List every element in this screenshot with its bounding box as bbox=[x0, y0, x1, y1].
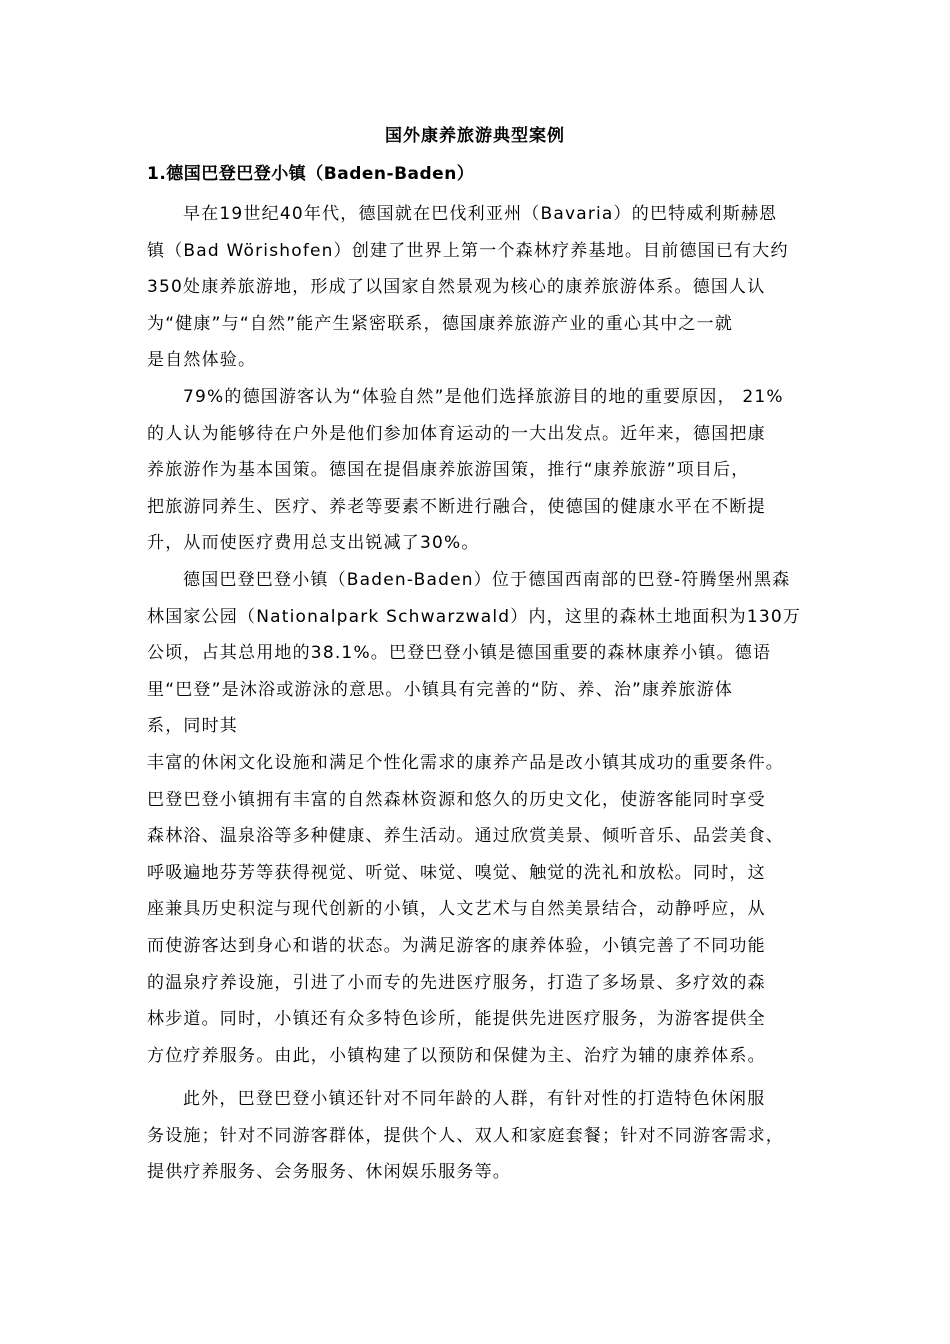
paragraph-line: 而使游客达到身心和谐的状态。为满足游客的康养体验，小镇完善了不同功能 bbox=[147, 935, 766, 956]
paragraph-2 bbox=[147, 379, 817, 562]
paragraph-line: 公顷，占其总用地的38.1%。巴登巴登小镇是德国重要的森林康养小镇。德语 bbox=[147, 643, 772, 664]
paragraph-4 bbox=[147, 1081, 817, 1191]
paragraph-line: 丰富的休闲文化设施和满足个性化需求的康养产品是改小镇其成功的重要条件。 bbox=[147, 752, 784, 773]
paragraph-line: 德国巴登巴登小镇（Baden-Baden）位于德国西南部的巴登-符腾堡州黑森 bbox=[183, 570, 791, 590]
paragraph-line: 森林浴、温泉浴等多种健康、养生活动。通过欣赏美景、倾听音乐、品尝美食、 bbox=[147, 826, 784, 847]
paragraph-line: 座兼具历史积淀与现代创新的小镇，人文艺术与自然美景结合，动静呼应，从 bbox=[147, 899, 766, 920]
paragraph-line: 方位疗养服务。由此，小镇构建了以预防和保健为主、治疗为辅的康养体系。 bbox=[147, 1045, 766, 1066]
paragraph-1 bbox=[147, 196, 817, 379]
paragraph-line: 为“健康”与“自然”能产生紧密联系，德国康养旅游产业的重心其中之一就 bbox=[147, 313, 734, 334]
paragraph-line: 的人认为能够待在户外是他们参加体育运动的一大出发点。近年来，德国把康 bbox=[147, 423, 766, 444]
paragraph-line: 79%的德国游客认为“体验自然”是他们选择旅游目的地的重要原因， 21% bbox=[183, 387, 784, 407]
paragraph-line: 是自然体验。 bbox=[147, 350, 257, 371]
paragraph-line: 350处康养旅游地，形成了以国家自然景观为核心的康养旅游体系。德国人认 bbox=[147, 277, 766, 298]
paragraph-line: 务设施；针对不同游客群体，提供个人、双人和家庭套餐；针对不同游客需求， bbox=[147, 1125, 784, 1146]
paragraph-line: 升，从而使医疗费用总支出锐减了30%。 bbox=[147, 533, 480, 554]
paragraph-line: 的温泉疗养设施，引进了小而专的先进医疗服务，打造了多场景、多疗效的森 bbox=[147, 972, 766, 993]
paragraph-line: 提供疗养服务、会务服务、休闲娱乐服务等。 bbox=[147, 1162, 511, 1183]
paragraph-line: 养旅游作为基本国策。德国在提倡康养旅游国策，推行“康养旅游”项目后， bbox=[147, 460, 750, 481]
paragraph-line: 系，同时其 bbox=[147, 716, 238, 737]
paragraph-line: 呼吸遍地芬芳等获得视觉、听觉、味觉、嗅觉、触觉的洗礼和放松。同时，这 bbox=[147, 862, 766, 883]
paragraph-line: 此外，巴登巴登小镇还针对不同年龄的人群，有针对性的打造特色休闲服 bbox=[183, 1089, 766, 1109]
paragraph-line: 镇（Bad Wörishofen）创建了世界上第一个森林疗养基地。目前德国已有大约 bbox=[147, 240, 789, 261]
paragraph-line: 林步道。同时，小镇还有众多特色诊所，能提供先进医疗服务，为游客提供全 bbox=[147, 1009, 766, 1030]
paragraph-line: 巴登巴登小镇拥有丰富的自然森林资源和悠久的历史文化，使游客能同时享受 bbox=[147, 789, 766, 810]
paragraph-line: 早在19世纪40年代，德国就在巴伐利亚州（Bavaria）的巴特威利斯赫恩 bbox=[183, 204, 778, 224]
paragraph-line: 里“巴登”是沐浴或游泳的意思。小镇具有完善的“防、养、治”康养旅游体 bbox=[147, 679, 734, 700]
paragraph-line: 林国家公园（Nationalpark Schwarzwald）内，这里的森林土地面积为130万 bbox=[147, 606, 802, 627]
paragraph-line: 把旅游同养生、医疗、养老等要素不断进行融合，使德国的健康水平在不断提 bbox=[147, 496, 766, 517]
section-heading: 1.德国巴登巴登小镇（Baden-Baden） bbox=[147, 164, 475, 184]
paragraph-3 bbox=[147, 562, 817, 1074]
page-title: 国外康养旅游典型案例 bbox=[385, 126, 565, 146]
